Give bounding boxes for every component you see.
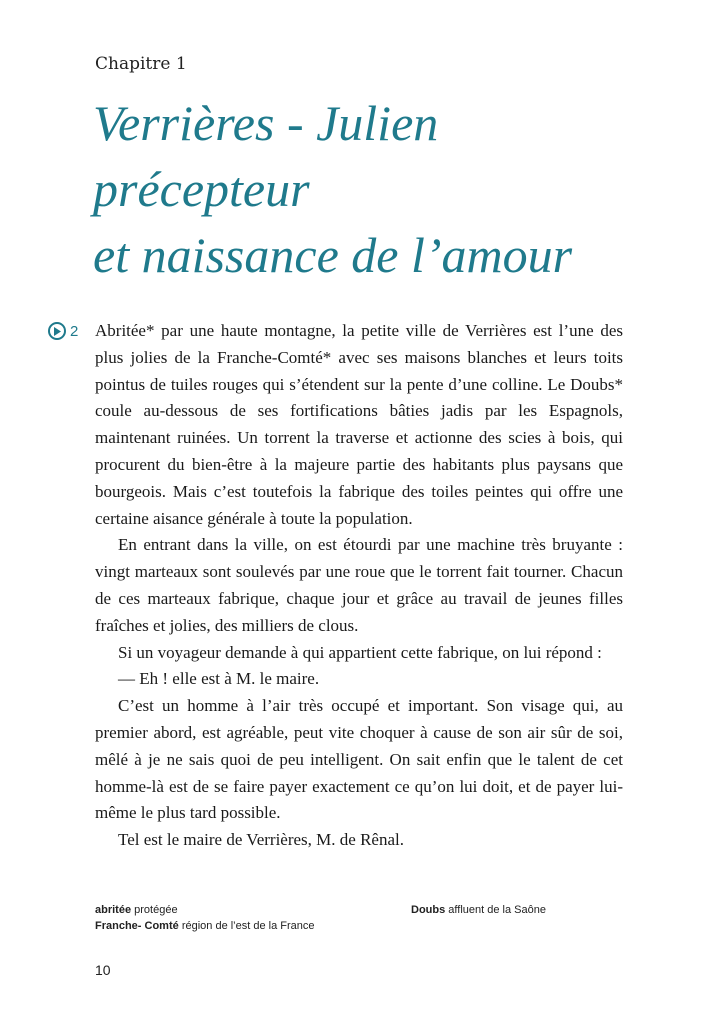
chapter-title-line: Verrières - Julien bbox=[93, 95, 439, 151]
glossary-column-right bbox=[411, 902, 631, 918]
paragraph: — Eh ! elle est à M. le maire. bbox=[118, 669, 320, 689]
glossary-definition: région de l’est de la France bbox=[181, 920, 315, 932]
play-icon[interactable] bbox=[48, 322, 66, 340]
glossary-definition: protégée bbox=[134, 904, 178, 916]
glossary-term: Franche- Comté bbox=[95, 920, 179, 932]
glossary-entry bbox=[95, 918, 395, 934]
chapter-title-line: précepteur bbox=[93, 161, 310, 217]
chapter-body bbox=[95, 318, 623, 854]
paragraph: C’est un homme à l’air très occupé et important. Son visage qui, au premier abord, est agréable, peut vite choquer à cause de son air sûr de soi, mêlé à je ne sais quoi de peu intelligent. On sait enfin que le talent de cet homme-là est de se faire payer exactement ce qu’on lui doit, et de payer lui-même le plus tard possible. bbox=[95, 696, 623, 823]
chapter-title-line: et naissance de l’amour bbox=[93, 227, 573, 283]
audio-track-number: 2 bbox=[70, 322, 79, 340]
paragraph: Si un voyageur demande à qui appartient cette fabrique, on lui répond : bbox=[118, 642, 602, 662]
glossary-entry bbox=[411, 902, 631, 918]
glossary-term: Doubs bbox=[411, 904, 446, 916]
chapter-label: Chapitre 1 bbox=[95, 54, 187, 74]
glossary-column-left bbox=[95, 902, 395, 934]
paragraph: En entrant dans la ville, on est étourdi par une machine très bruyante : vingt marteaux sont soulevés par une roue que le torrent fait tourner. Chacun de ces marteaux fabrique, chaque jour et grâce au travail de jeunes filles fraîches et jolies, des milliers de clous. bbox=[95, 535, 623, 635]
chapter-title bbox=[93, 90, 693, 288]
glossary-entry bbox=[95, 902, 395, 918]
glossary-term: abritée bbox=[95, 904, 132, 916]
page-number: 10 bbox=[95, 962, 111, 978]
audio-track-marker[interactable] bbox=[48, 322, 78, 340]
paragraph: Abritée* par une haute montagne, la petite ville de Verrières est l’une des plus jolies de la Franche-Comté* avec ses maisons blanches et leurs toits pointus de tuiles rouges qui s’étendent sur la pente d’une colline. Le Doubs* coule au-dessous de ses fortifications bâties jadis par les Espagnols, maintenant ruinées. Un torrent la traverse et actionne des scies à bois, qui procurent du bien-être à la majeure partie des habitants plus paysans que bourgeois. Mais c’est toutefois la fabrique des toiles peintes qui offre une certaine aisance générale à toute la population. bbox=[95, 321, 623, 528]
paragraph: Tel est le maire de Verrières, M. de Rênal. bbox=[118, 830, 404, 850]
glossary-definition: affluent de la Saône bbox=[448, 904, 546, 916]
